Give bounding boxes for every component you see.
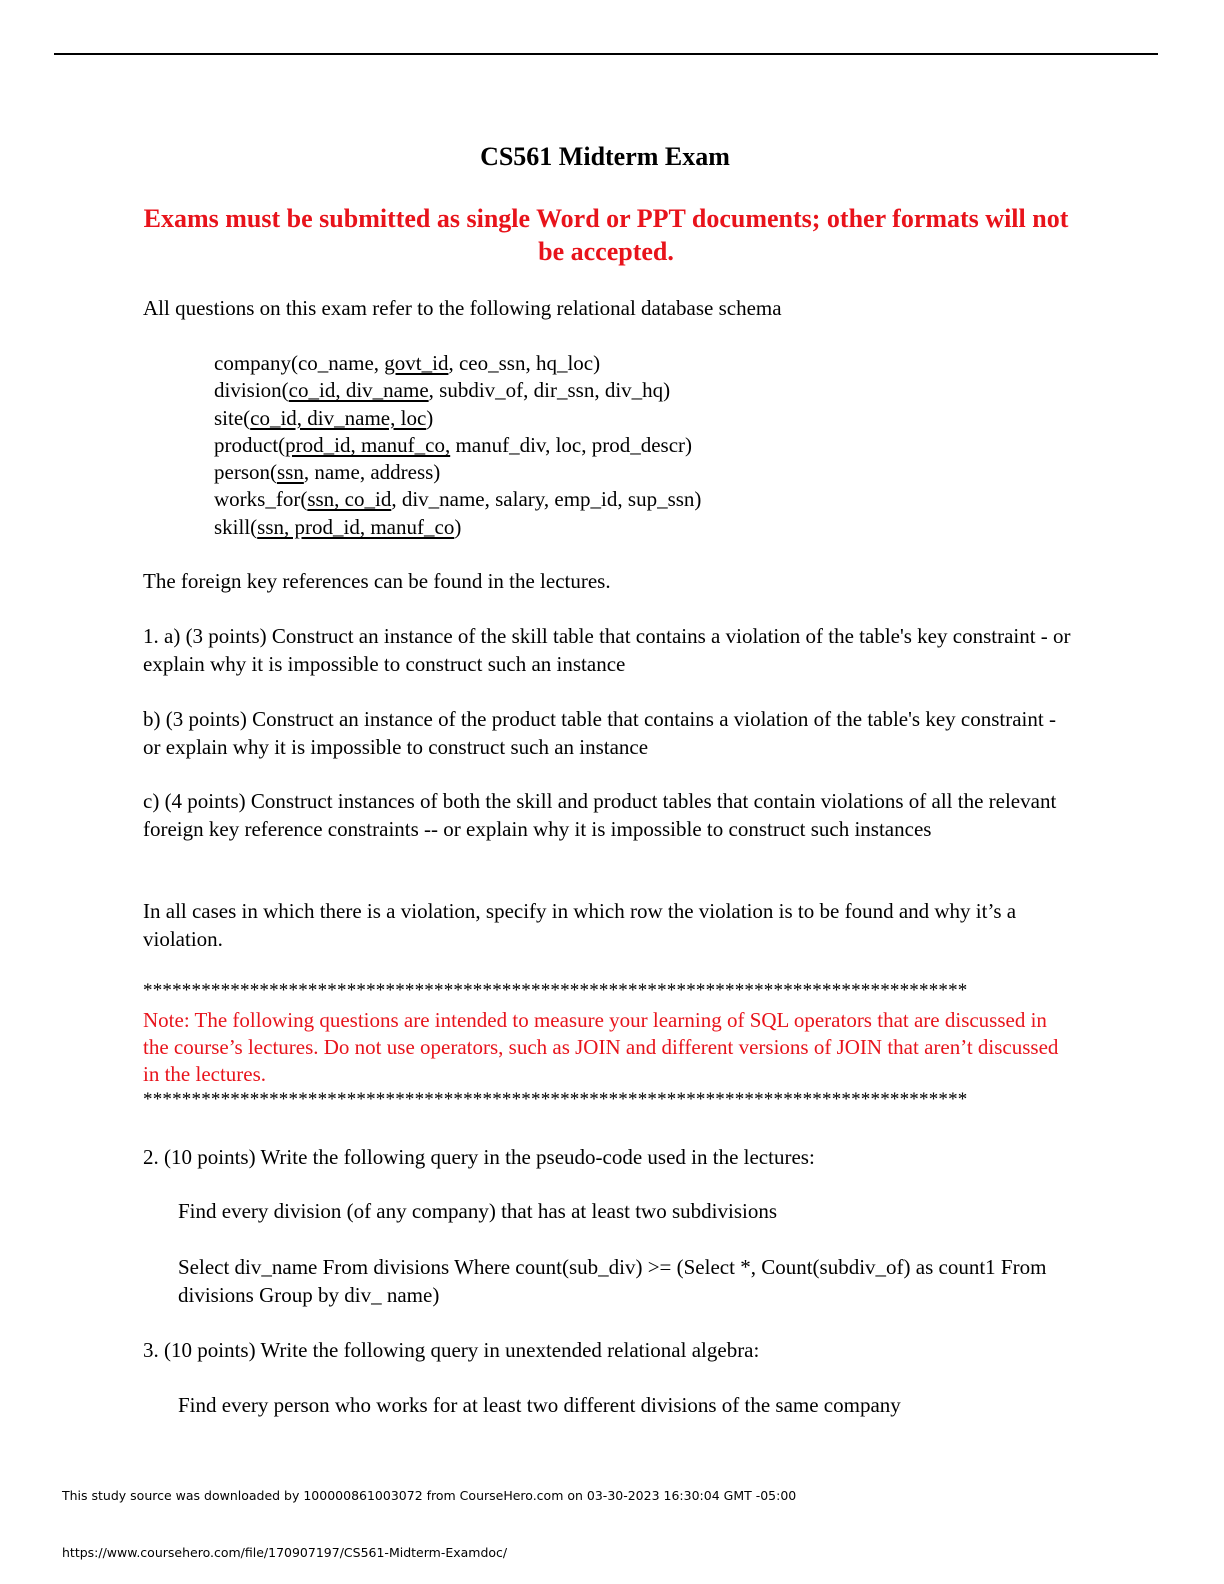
schema-list: [214, 350, 701, 541]
schema-product: product(prod_id, manuf_co, manuf_div, loc, prod_descr): [214, 432, 693, 457]
question-1a: 1. a) (3 points) Construct an instance of the skill table that contains a violation of the table's key constraint - or explain why it is impossible to construct such an instance: [143, 624, 1071, 676]
question-1b: b) (3 points) Construct an instance of the product table that contains a violation of the table's key constraint - or explain why it is impossible to construct such an instance: [143, 707, 1056, 759]
schema-works-for: works_for(ssn, co_id, div_name, salary, emp_id, sup_ssn): [214, 487, 702, 512]
footer-url[interactable]: https://www.coursehero.com/file/170907197/CS561-Midterm-Examdoc/: [62, 1545, 508, 1560]
question-3-task: Find every person who works for at least two different divisions of the same company: [178, 1393, 901, 1417]
schema-company: company(co_name, govt_id, ceo_ssn, hq_loc): [214, 351, 601, 375]
question-2: 2. (10 points) Write the following query in the pseudo-code used in the lectures:: [143, 1145, 815, 1169]
sql-operators-note: Note: The following questions are intended to measure your learning of SQL operators that are discussed in the course’s lectures. Do not use operators, such as JOIN and different versions of JOIN that aren’t discussed in the lectures.: [143, 1008, 1059, 1086]
footer-source: This study source was downloaded by 100000861003072 from CourseHero.com on 03-30-2023 16:30:04 GMT -05:00: [62, 1488, 797, 1503]
question-1c: c) (4 points) Construct instances of both the skill and product tables that contain violations of all the relevant foreign key reference constraints -- or explain why it is impossible to construct such instances: [143, 789, 1057, 841]
schema-site: site(co_id, div_name, loc): [214, 405, 434, 430]
intro-text: All questions on this exam refer to the following relational database schema: [143, 296, 782, 320]
schema-person: person(ssn, name, address): [214, 460, 441, 485]
divider-stars-top: *************************************************************************************: [143, 980, 968, 1001]
schema-skill: skill(ssn, prod_id, manuf_co): [214, 514, 462, 539]
divider-stars-bottom: *************************************************************************************: [143, 1089, 968, 1110]
foreign-key-note: The foreign key references can be found in the lectures.: [143, 569, 611, 593]
submission-warning: Exams must be submitted as single Word or PPT documents; other formats will not be accepted.: [143, 204, 1069, 266]
top-rule: [54, 53, 1158, 55]
question-2-task: Find every division (of any company) that has at least two subdivisions: [178, 1199, 777, 1223]
question-2-answer: Select div_name From divisions Where count(sub_div) >= (Select *, Count(subdiv_of) as count1 From divisions Group by div_ name): [178, 1255, 1047, 1307]
page-title: CS561 Midterm Exam: [480, 142, 730, 171]
violation-instructions: In all cases in which there is a violation, specify in which row the violation is to be found and why it’s a violation.: [143, 899, 1017, 951]
schema-division: division(co_id, div_name, subdiv_of, dir_ssn, div_hq): [214, 378, 671, 403]
question-3: 3. (10 points) Write the following query in unextended relational algebra:: [143, 1338, 760, 1362]
